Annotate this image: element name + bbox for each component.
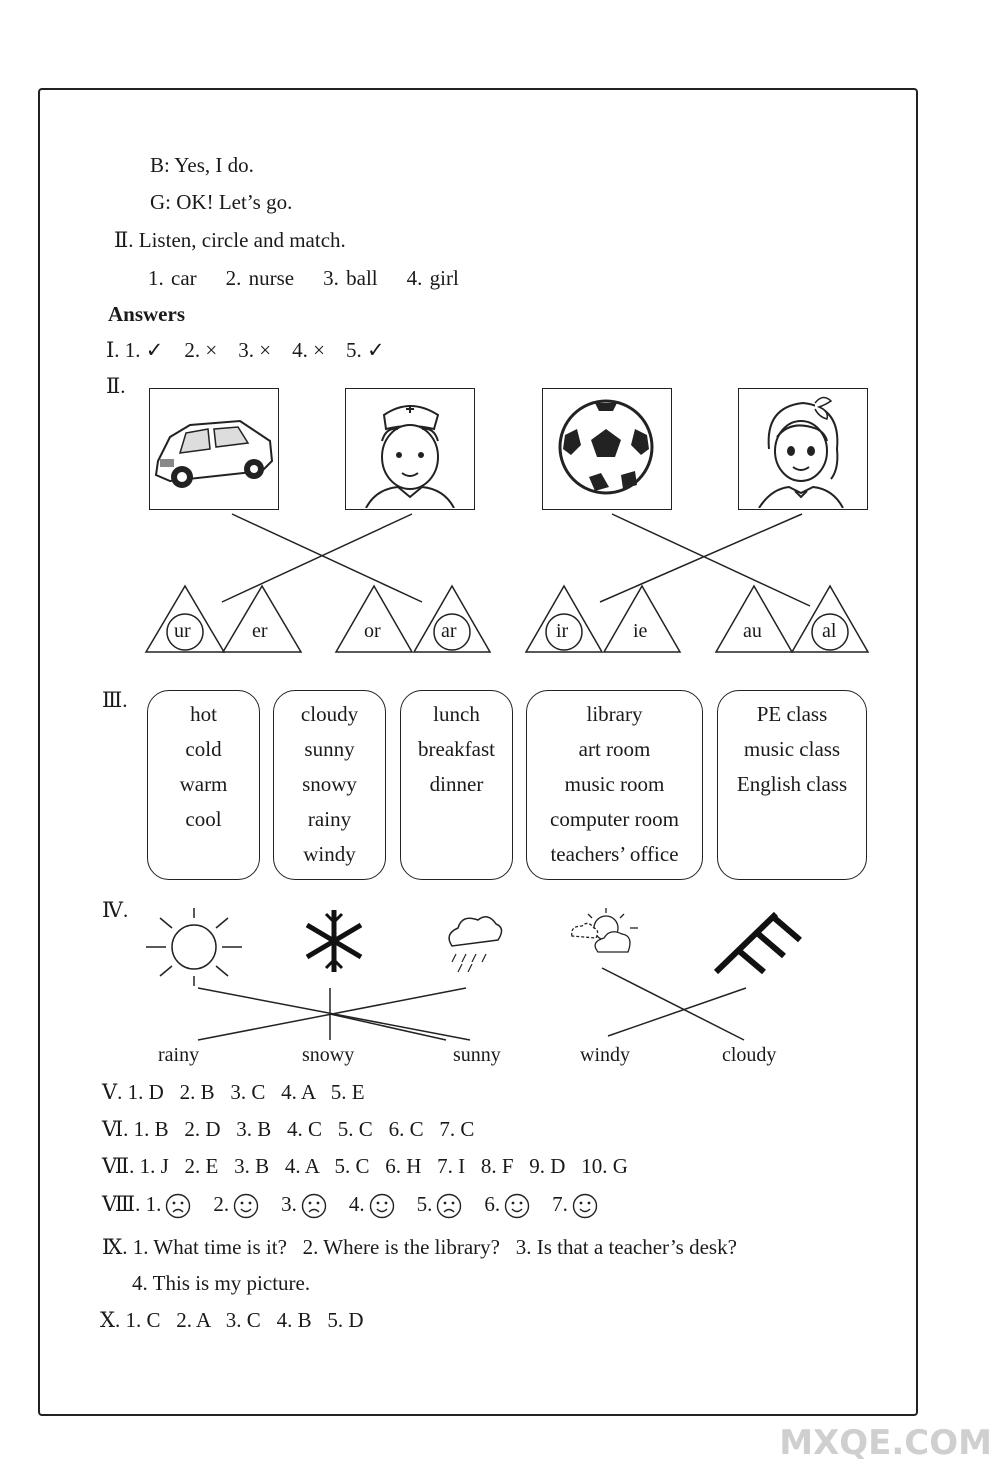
- script-item: 1. car: [148, 266, 197, 290]
- answer-item: 2. ×: [184, 338, 218, 362]
- section-9: [102, 1235, 737, 1260]
- section-5-answers: 1. D 2. B 3. C 4. A 5. E: [127, 1080, 365, 1104]
- face-number: 3.: [281, 1192, 297, 1216]
- box-word: art room: [578, 737, 651, 761]
- box-word: sunny: [304, 737, 355, 761]
- section-5: [102, 1080, 365, 1105]
- happy-face-icon: [369, 1193, 395, 1219]
- snowflake-icon: [307, 910, 361, 972]
- box-word: windy: [303, 842, 356, 866]
- section-7: [102, 1154, 628, 1179]
- section-4-label: Ⅳ.: [102, 898, 129, 922]
- section-5-label: Ⅴ.: [102, 1080, 123, 1104]
- section-8: [102, 1192, 620, 1219]
- box-word: library: [586, 702, 643, 726]
- section-9-label: Ⅸ.: [102, 1235, 128, 1259]
- sad-face-icon: [165, 1193, 191, 1219]
- section-1-label: Ⅰ.: [106, 338, 120, 362]
- triangle-label: ur: [174, 620, 191, 642]
- box-word: cloudy: [300, 702, 359, 726]
- box-word: breakfast: [418, 737, 495, 761]
- section-9-line-2: 4. This is my picture.: [132, 1271, 311, 1295]
- section-10: [100, 1308, 364, 1333]
- face-number: 6.: [484, 1192, 501, 1216]
- face-number: 4.: [348, 1192, 365, 1216]
- box-word: PE class: [756, 702, 828, 726]
- answers-title: Answers: [108, 302, 185, 326]
- happy-face-icon: [504, 1193, 530, 1219]
- watermark: MXQE.COM: [779, 1423, 992, 1463]
- triangle-label: ie: [633, 620, 648, 642]
- dialogue-line-2: G: OK! Let’s go.: [150, 190, 293, 214]
- weather-word: sunny: [453, 1044, 501, 1066]
- box-word: cold: [185, 737, 222, 761]
- happy-face-icon: [233, 1193, 259, 1219]
- box-word: hot: [190, 702, 217, 726]
- cloudy-icon: [572, 908, 638, 952]
- box-word: rainy: [307, 807, 352, 831]
- box-word: music room: [564, 772, 665, 796]
- sun-icon: [146, 908, 242, 986]
- weather-word: rainy: [158, 1044, 200, 1066]
- box-word: English class: [736, 772, 848, 796]
- triangle-label: al: [822, 620, 837, 642]
- triangle-label: ir: [556, 620, 569, 642]
- section-7-answers: 1. J 2. E 3. B 4. A 5. C 6. H 7. I 8. F 9. D 10. G: [139, 1154, 628, 1178]
- triangle-label: er: [252, 620, 268, 642]
- sad-face-icon: [436, 1193, 462, 1219]
- box-word: music class: [743, 737, 841, 761]
- weather-word: cloudy: [722, 1044, 777, 1066]
- section-7-label: Ⅶ.: [102, 1154, 135, 1178]
- section2-script-label: Ⅱ. Listen, circle and match.: [114, 228, 346, 252]
- answer-item: 1. ✓: [124, 338, 164, 362]
- matching-lines-section4: [198, 968, 746, 1040]
- script-item: 2. nurse: [225, 266, 295, 290]
- script-item: 4. girl: [406, 266, 459, 290]
- section-10-answers: 1. C 2. A 3. C 4. B 5. D: [125, 1308, 364, 1332]
- script-item: 3. ball: [323, 266, 378, 290]
- box-word: lunch: [433, 702, 480, 726]
- box-word: snowy: [302, 772, 357, 796]
- section-6-answers: 1. B 2. D 3. B 4. C 5. C 6. C 7. C: [133, 1117, 475, 1141]
- box-word: cool: [185, 807, 222, 831]
- answer-item: 4. ×: [292, 338, 325, 362]
- face-number: 2.: [213, 1192, 230, 1216]
- face-number: 1.: [145, 1192, 162, 1216]
- face-number: 5.: [416, 1192, 433, 1216]
- section-10-label: Ⅹ.: [100, 1308, 121, 1332]
- weather-word: windy: [580, 1044, 630, 1066]
- answer-item: 3. ×: [238, 338, 272, 362]
- section-8-label: Ⅷ.: [102, 1192, 141, 1216]
- section-3-label: Ⅲ.: [102, 688, 128, 712]
- happy-face-icon: [572, 1193, 598, 1219]
- face-number: 7.: [552, 1192, 568, 1216]
- rain-cloud-icon: [449, 917, 501, 972]
- triangle-label: ar: [441, 620, 457, 642]
- section-9-line-1: 1. What time is it? 2. Where is the library? 3. Is that a teacher’s desk?: [132, 1235, 737, 1259]
- dialogue-line-1: B: Yes, I do.: [150, 153, 254, 177]
- sad-face-icon: [301, 1193, 327, 1219]
- wind-icon: [716, 914, 800, 972]
- section-2-label: Ⅱ.: [106, 374, 126, 398]
- box-word: teachers’ office: [550, 842, 679, 866]
- triangle-label: au: [743, 620, 762, 642]
- box-word: computer room: [550, 807, 679, 831]
- weather-word: snowy: [302, 1044, 355, 1066]
- answer-item: 5. ✓: [345, 338, 385, 362]
- section-6-label: Ⅵ.: [102, 1117, 129, 1141]
- box-word: dinner: [429, 772, 484, 796]
- section-6: [102, 1117, 474, 1142]
- triangle-label: or: [364, 620, 381, 642]
- box-word: warm: [179, 772, 228, 796]
